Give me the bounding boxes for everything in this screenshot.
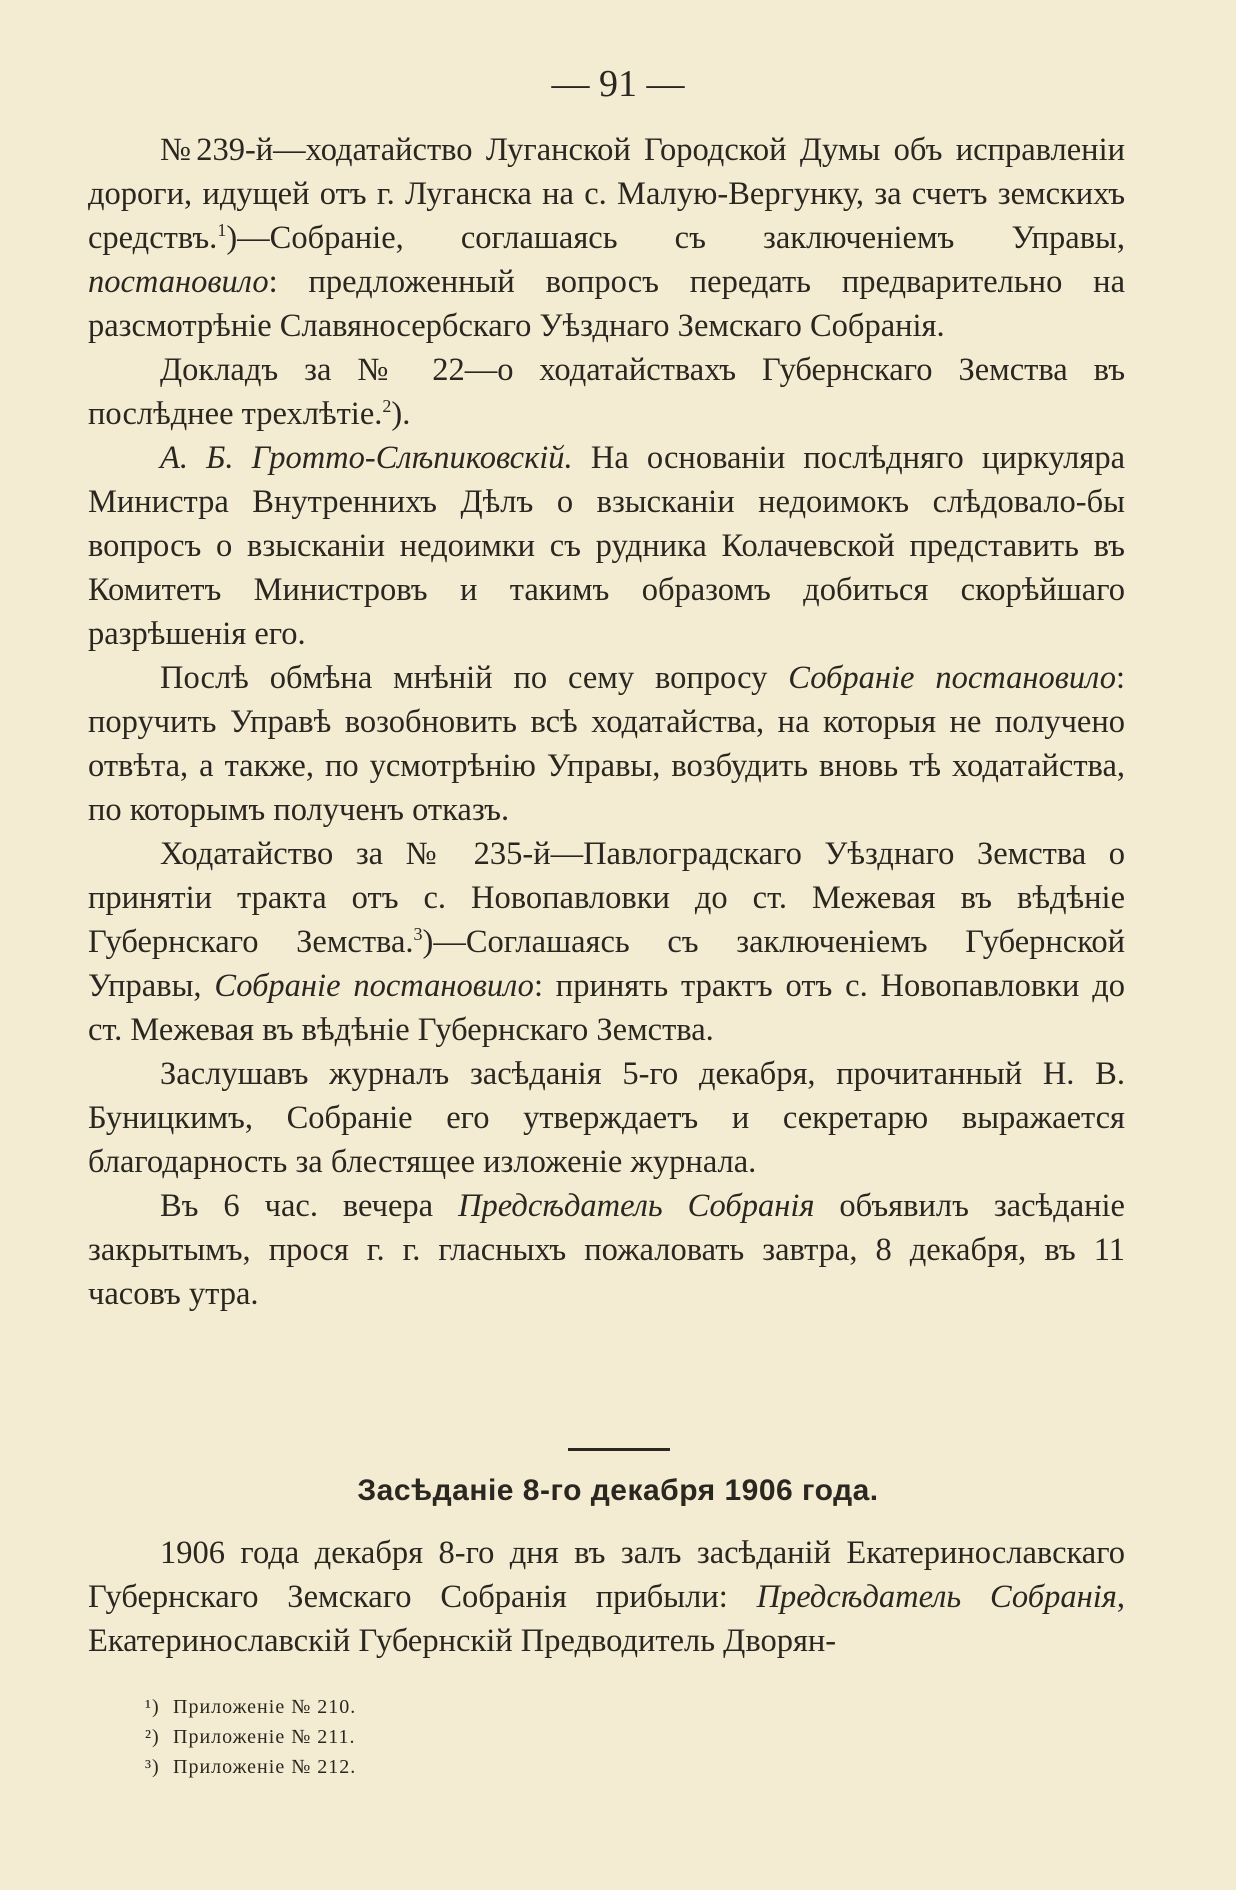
text-run: )—Соглашаясь съ заключеніемъ Губернской Управы, [88,924,1125,1004]
section-divider [568,1448,670,1451]
text-run: Докладъ за № 22—о ходатайствахъ Губернскаго Земства въ послѣднее трехлѣтіе. [88,352,1125,432]
footnote [145,1692,356,1722]
footnote-text: Приложеніе № 211. [173,1726,356,1748]
footnote-ref: 1 [217,220,227,240]
text-run: ). [391,396,411,432]
body-text-2 [88,1531,1125,1663]
italic-text: Предсѣдатель Собранія [756,1579,1117,1615]
text-run: Ходатайство за № 235-й—Павлоградскаго Уѣзднаго Земства о принятіи тракта отъ с. Новопавловки до ст. Межевая въ вѣдѣніе Губернскаго Земства. [88,836,1125,960]
text-run: объявилъ засѣданіе закрытымъ, прося г. г. гласныхъ пожаловать завтра, 8 декабря, въ 11 часовъ утра. [88,1188,1125,1312]
footnote-text: Приложеніе № 212. [173,1756,357,1778]
footnote-ref: 2 [382,396,392,416]
paragraph [88,1531,1125,1663]
text-run: , Екатеринославскій Губернскій Предводитель Дворян- [88,1579,1125,1659]
paragraph [88,436,1125,656]
text-run: : предложенный вопросъ передать предварительно на разсмотрѣніе Славяносербскаго Уѣзднаго Земскаго Собранія. [88,264,1125,344]
footnotes [145,1692,356,1782]
footnote [145,1752,356,1782]
footnote-mark: ²) [145,1726,160,1748]
footnote-mark: ³) [145,1756,160,1778]
italic-text: Собраніе постановило [214,968,534,1004]
footnote [145,1722,356,1752]
text-run: На основаніи послѣдняго циркуляра Министра Внутреннихъ Дѣлъ о взысканіи недоимокъ слѣдовало-бы вопросъ о взысканіи недоимки съ рудника Колачевской представить въ Комитетъ Министровъ и такимъ образомъ добиться скорѣйшаго разрѣшенія его. [88,440,1125,652]
italic-text: А. Б. Гротто-Слѣпиковскій. [160,440,573,476]
footnote-ref: 3 [413,924,423,944]
paragraph [88,1184,1125,1316]
text-run: )—Собраніе, соглашаясь съ заключеніемъ Управы, [226,220,1125,256]
paragraph [88,128,1125,348]
italic-text: Предсѣдатель Собранія [458,1188,815,1224]
paragraph [88,1052,1125,1184]
italic-text: постановило [88,264,269,300]
footnote-text: Приложеніе № 210. [173,1696,357,1718]
footnote-mark: ¹) [145,1696,160,1718]
paragraph [88,656,1125,832]
text-run: Заслушавъ журналъ засѣданія 5-го декабря, прочитанный Н. В. Буницкимъ, Собраніе его утверждаетъ и секретарю выражается благодарность за блестящее изложеніе журнала. [88,1056,1125,1180]
text-run: Послѣ обмѣна мнѣній по сему вопросу [160,660,789,696]
text-run: Въ 6 час. вечера [160,1188,459,1224]
text-run: : принять трактъ отъ с. Новопавловки до ст. Межевая въ вѣдѣніе Губернскаго Земства. [88,968,1125,1048]
paragraph [88,348,1125,436]
text-run: 1906 года декабря 8-го дня въ залъ засѣданій Екатеринославскаго Губернскаго Земскаго Собранія прибыли: [88,1535,1125,1615]
paragraph [88,832,1125,1052]
italic-text: Собраніе постановило [788,660,1116,696]
body-text [88,128,1125,1316]
text-run: №239-й—ходатайство Луганской Городской Думы объ исправленіи дороги, идущей отъ г. Луганска на с. Малую-Вергунку, за счетъ земскихъ средствъ. [88,132,1125,256]
page-number: — 91 — [551,63,685,105]
text-run: : поручить Управѣ возобновить всѣ ходатайства, на которыя не получено отвѣта, а также, по усмотрѣнію Управы, возбудить вновь тѣ ходатайства, по которымъ полученъ отказъ. [88,660,1125,828]
section-heading: Засѣданіе 8-го декабря 1906 года. [357,1474,879,1507]
